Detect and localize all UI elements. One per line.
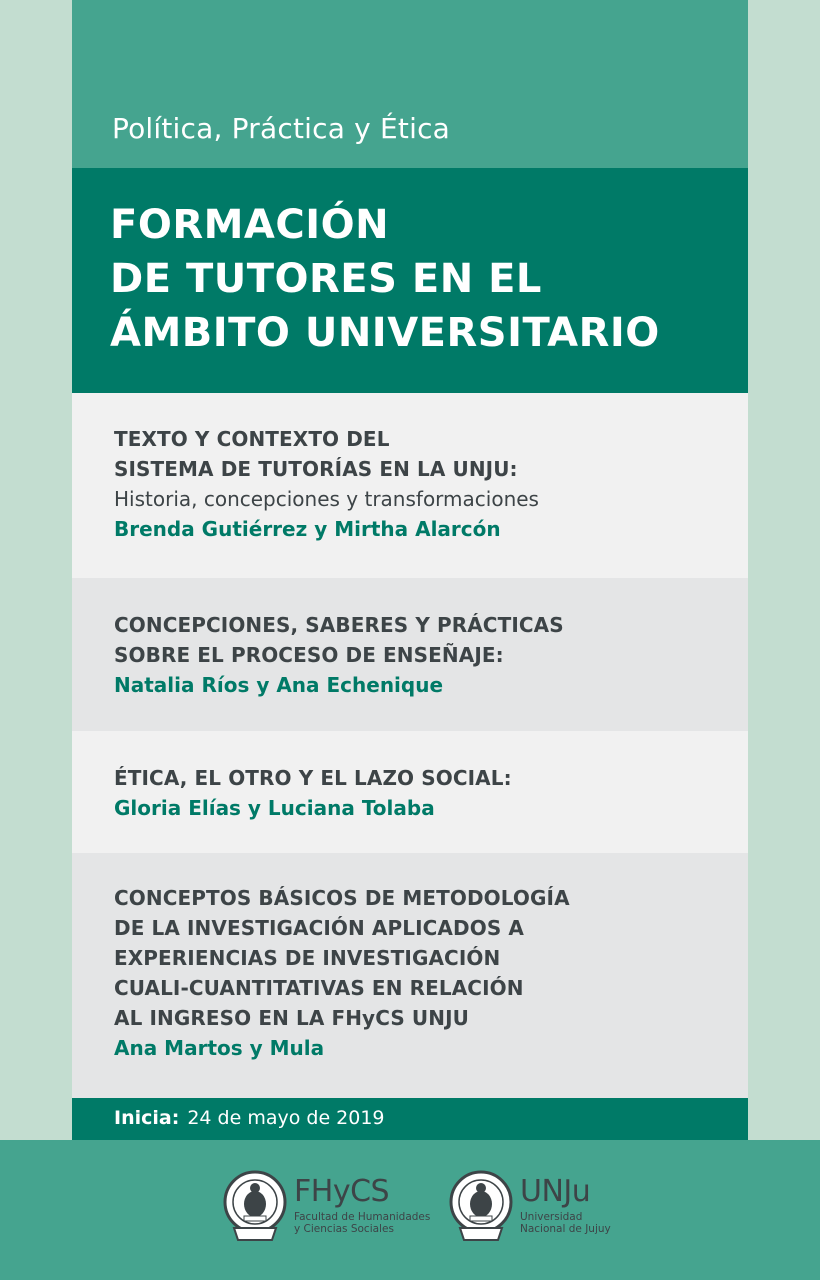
module-title-line: CONCEPTOS BÁSICOS DE METODOLOGÍA — [114, 886, 570, 910]
module-3 — [72, 731, 748, 853]
fhycs-logo — [222, 1166, 430, 1246]
module-authors: Natalia Ríos y Ana Echenique — [114, 673, 444, 697]
course-title — [110, 198, 660, 360]
fhycs-name-line: Facultad de Humanidades — [294, 1211, 431, 1223]
module-subtitle: Historia, concepciones y transformaciones — [114, 487, 539, 511]
university-seal-icon — [448, 1166, 514, 1246]
fhycs-abbr: FHyCS — [294, 1174, 390, 1209]
module-title-line: CUALI-CUANTITATIVAS EN RELACIÓN — [114, 976, 524, 1000]
module-authors: Gloria Elías y Luciana Tolaba — [114, 796, 435, 820]
module-title-line: EXPERIENCIAS DE INVESTIGACIÓN — [114, 946, 501, 970]
module-title — [114, 424, 539, 484]
title-band — [72, 168, 748, 393]
unju-abbr: UNJu — [520, 1174, 591, 1209]
unju-logo — [448, 1166, 611, 1246]
start-label: Inicia: — [114, 1107, 180, 1129]
module-title — [114, 610, 564, 670]
module-title-line: SISTEMA DE TUTORÍAS EN LA UNJU: — [114, 457, 518, 481]
course-title-line: ÁMBITO UNIVERSITARIO — [110, 310, 660, 356]
university-seal-icon — [222, 1166, 288, 1246]
module-authors: Brenda Gutiérrez y Mirtha Alarcón — [114, 517, 501, 541]
module-4 — [72, 853, 748, 1098]
module-authors: Ana Martos y Mula — [114, 1036, 325, 1060]
unju-full-name — [520, 1211, 611, 1235]
course-title-line: DE TUTORES EN EL — [110, 256, 542, 302]
header-band — [72, 0, 748, 168]
unju-name-line: Universidad — [520, 1211, 583, 1223]
module-2 — [72, 578, 748, 731]
start-date: 24 de mayo de 2019 — [187, 1107, 385, 1129]
module-title-line: DE LA INVESTIGACIÓN APLICADOS A — [114, 916, 524, 940]
poster — [72, 0, 748, 1140]
series-title: Política, Práctica y Ética — [112, 112, 451, 145]
module-title-line: ÉTICA, EL OTRO Y EL LAZO SOCIAL: — [114, 766, 512, 790]
start-date-band — [72, 1098, 748, 1140]
module-title-line: SOBRE EL PROCESO DE ENSEÑAJE: — [114, 643, 504, 667]
module-1 — [72, 393, 748, 578]
logo-band — [0, 1140, 820, 1280]
module-title-line: AL INGRESO EN LA FHyCS UNJU — [114, 1006, 469, 1030]
unju-name-line: Nacional de Jujuy — [520, 1223, 611, 1235]
module-title-line: TEXTO Y CONTEXTO DEL — [114, 427, 390, 451]
module-title-line: CONCEPCIONES, SABERES Y PRÁCTICAS — [114, 613, 564, 637]
fhycs-full-name — [294, 1211, 430, 1235]
module-title — [114, 763, 512, 793]
course-title-line: FORMACIÓN — [110, 202, 390, 248]
module-title — [114, 883, 570, 1033]
fhycs-name-line: y Ciencias Sociales — [294, 1223, 394, 1235]
